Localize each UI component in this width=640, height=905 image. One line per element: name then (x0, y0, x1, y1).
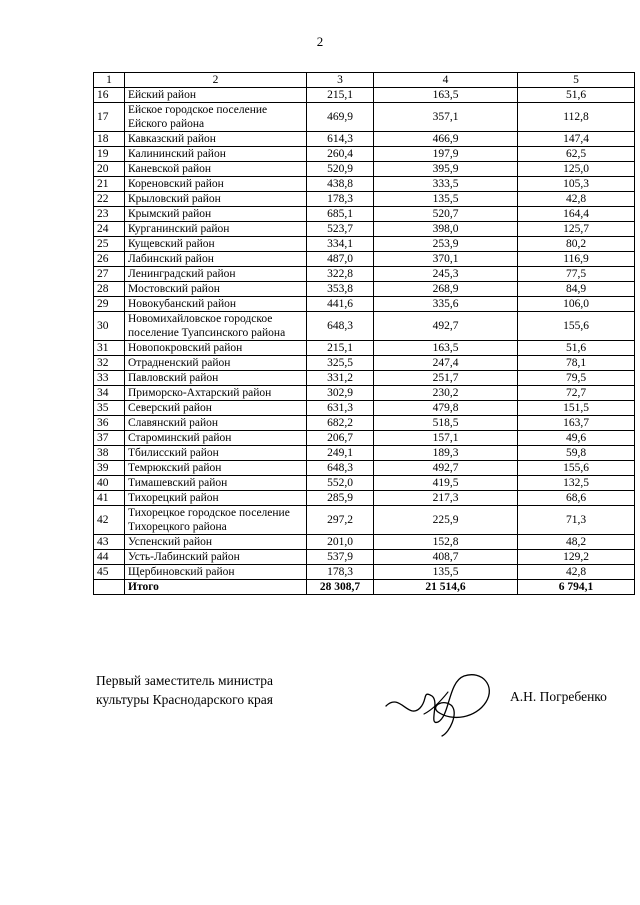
table-row (94, 341, 635, 356)
value-col-3: 685,1 (307, 207, 374, 222)
table-row (94, 132, 635, 147)
value-col-5: 84,9 (518, 282, 635, 297)
value-col-5: 51,6 (518, 88, 635, 103)
table-row (94, 371, 635, 386)
value-col-3: 331,2 (307, 371, 374, 386)
value-col-4: 163,5 (374, 88, 518, 103)
row-number: 42 (94, 506, 125, 535)
value-col-3: 215,1 (307, 341, 374, 356)
total-number (94, 580, 125, 595)
signatory-name: А.Н. Погребенко (510, 689, 607, 704)
row-number: 21 (94, 177, 125, 192)
value-col-3: 285,9 (307, 491, 374, 506)
district-name: Приморско-Ахтарский район (125, 386, 307, 401)
value-col-4: 225,9 (374, 506, 518, 535)
table-row (94, 88, 635, 103)
value-col-4: 398,0 (374, 222, 518, 237)
value-col-3: 648,3 (307, 312, 374, 341)
value-col-5: 72,7 (518, 386, 635, 401)
table-row (94, 312, 635, 341)
value-col-3: 325,5 (307, 356, 374, 371)
value-col-4: 197,9 (374, 147, 518, 162)
value-col-3: 334,1 (307, 237, 374, 252)
value-col-3: 487,0 (307, 252, 374, 267)
row-number: 18 (94, 132, 125, 147)
table-row (94, 535, 635, 550)
value-col-3: 206,7 (307, 431, 374, 446)
district-name: Темрюкский район (125, 461, 307, 476)
value-col-5: 112,8 (518, 103, 635, 132)
district-name: Северский район (125, 401, 307, 416)
value-col-5: 78,1 (518, 356, 635, 371)
signatory-title (96, 671, 273, 709)
budget-table (93, 72, 635, 595)
district-name: Тихорецкое городское поселение Тихорецкого района (125, 506, 307, 535)
district-name: Тимашевский район (125, 476, 307, 491)
district-name: Павловский район (125, 371, 307, 386)
table-row (94, 147, 635, 162)
value-col-3: 249,1 (307, 446, 374, 461)
district-name: Каневской район (125, 162, 307, 177)
value-col-4: 230,2 (374, 386, 518, 401)
table-row (94, 237, 635, 252)
row-number: 22 (94, 192, 125, 207)
table-row (94, 506, 635, 535)
row-number: 36 (94, 416, 125, 431)
value-col-4: 408,7 (374, 550, 518, 565)
district-name: Тбилисский район (125, 446, 307, 461)
value-col-3: 215,1 (307, 88, 374, 103)
value-col-4: 268,9 (374, 282, 518, 297)
value-col-5: 163,7 (518, 416, 635, 431)
district-name: Новомихайловское городское поселение Туапсинского района (125, 312, 307, 341)
value-col-5: 155,6 (518, 461, 635, 476)
total-col-3: 28 308,7 (307, 580, 374, 595)
row-number: 44 (94, 550, 125, 565)
row-number: 45 (94, 565, 125, 580)
value-col-4: 335,6 (374, 297, 518, 312)
row-number: 38 (94, 446, 125, 461)
value-col-5: 125,0 (518, 162, 635, 177)
header-col-1: 1 (94, 73, 125, 88)
row-number: 27 (94, 267, 125, 282)
value-col-5: 132,5 (518, 476, 635, 491)
value-col-5: 147,4 (518, 132, 635, 147)
value-col-4: 135,5 (374, 565, 518, 580)
district-name: Новопокровский район (125, 341, 307, 356)
district-name: Ейский район (125, 88, 307, 103)
value-col-5: 79,5 (518, 371, 635, 386)
row-number: 41 (94, 491, 125, 506)
row-number: 19 (94, 147, 125, 162)
value-col-5: 164,4 (518, 207, 635, 222)
signatory-title-line-2: культуры Краснодарского края (96, 692, 273, 707)
value-col-5: 49,6 (518, 431, 635, 446)
row-number: 30 (94, 312, 125, 341)
district-name: Староминский район (125, 431, 307, 446)
value-col-3: 469,9 (307, 103, 374, 132)
district-name: Кавказский район (125, 132, 307, 147)
value-col-4: 466,9 (374, 132, 518, 147)
district-name: Отрадненский район (125, 356, 307, 371)
total-row (94, 580, 635, 595)
table-row (94, 267, 635, 282)
value-col-4: 135,5 (374, 192, 518, 207)
value-col-4: 217,3 (374, 491, 518, 506)
district-name: Ейское городское поселение Ейского района (125, 103, 307, 132)
value-col-4: 251,7 (374, 371, 518, 386)
value-col-4: 492,7 (374, 461, 518, 476)
total-col-4: 21 514,6 (374, 580, 518, 595)
header-col-2: 2 (125, 73, 307, 88)
row-number: 32 (94, 356, 125, 371)
value-col-3: 322,8 (307, 267, 374, 282)
district-name: Ленинградский район (125, 267, 307, 282)
value-col-4: 419,5 (374, 476, 518, 491)
value-col-4: 520,7 (374, 207, 518, 222)
value-col-3: 520,9 (307, 162, 374, 177)
value-col-4: 247,4 (374, 356, 518, 371)
value-col-5: 105,3 (518, 177, 635, 192)
table-row (94, 177, 635, 192)
table-row (94, 297, 635, 312)
row-number: 26 (94, 252, 125, 267)
row-number: 31 (94, 341, 125, 356)
row-number: 25 (94, 237, 125, 252)
row-number: 16 (94, 88, 125, 103)
table-row (94, 416, 635, 431)
header-col-3: 3 (307, 73, 374, 88)
table-row (94, 386, 635, 401)
value-col-3: 552,0 (307, 476, 374, 491)
table-row (94, 356, 635, 371)
value-col-5: 106,0 (518, 297, 635, 312)
row-number: 43 (94, 535, 125, 550)
row-number: 37 (94, 431, 125, 446)
table-row (94, 446, 635, 461)
value-col-3: 297,2 (307, 506, 374, 535)
value-col-3: 631,3 (307, 401, 374, 416)
value-col-3: 614,3 (307, 132, 374, 147)
district-name: Калининский район (125, 147, 307, 162)
value-col-5: 80,2 (518, 237, 635, 252)
value-col-5: 51,6 (518, 341, 635, 356)
table-row (94, 222, 635, 237)
value-col-4: 333,5 (374, 177, 518, 192)
table-row (94, 207, 635, 222)
value-col-5: 129,2 (518, 550, 635, 565)
value-col-3: 441,6 (307, 297, 374, 312)
table-row (94, 565, 635, 580)
value-col-3: 201,0 (307, 535, 374, 550)
district-name: Тихорецкий район (125, 491, 307, 506)
table-row (94, 192, 635, 207)
value-col-4: 245,3 (374, 267, 518, 282)
row-number: 35 (94, 401, 125, 416)
table-row (94, 550, 635, 565)
value-col-4: 518,5 (374, 416, 518, 431)
district-name: Усть-Лабинский район (125, 550, 307, 565)
value-col-4: 479,8 (374, 401, 518, 416)
table-row (94, 476, 635, 491)
value-col-4: 492,7 (374, 312, 518, 341)
value-col-3: 178,3 (307, 192, 374, 207)
district-name: Новокубанский район (125, 297, 307, 312)
value-col-5: 155,6 (518, 312, 635, 341)
signatory-title-line-1: Первый заместитель министра (96, 673, 274, 688)
value-col-4: 357,1 (374, 103, 518, 132)
header-col-5: 5 (518, 73, 635, 88)
district-name: Лабинский район (125, 252, 307, 267)
table-row (94, 282, 635, 297)
total-col-5: 6 794,1 (518, 580, 635, 595)
table-row (94, 461, 635, 476)
header-col-4: 4 (374, 73, 518, 88)
value-col-5: 151,5 (518, 401, 635, 416)
table-body (94, 73, 635, 595)
district-name: Успенский район (125, 535, 307, 550)
table-row (94, 103, 635, 132)
district-name: Мостовский район (125, 282, 307, 297)
row-number: 40 (94, 476, 125, 491)
total-label: Итого (125, 580, 307, 595)
table-row (94, 431, 635, 446)
value-col-5: 62,5 (518, 147, 635, 162)
table-header-row (94, 73, 635, 88)
value-col-5: 59,8 (518, 446, 635, 461)
value-col-5: 42,8 (518, 192, 635, 207)
value-col-3: 438,8 (307, 177, 374, 192)
value-col-4: 253,9 (374, 237, 518, 252)
district-name: Славянский район (125, 416, 307, 431)
value-col-4: 189,3 (374, 446, 518, 461)
row-number: 29 (94, 297, 125, 312)
page-number: 2 (316, 34, 324, 49)
handwritten-signature (378, 662, 508, 742)
district-name: Крымский район (125, 207, 307, 222)
row-number: 28 (94, 282, 125, 297)
value-col-5: 48,2 (518, 535, 635, 550)
district-name: Кореновский район (125, 177, 307, 192)
value-col-3: 648,3 (307, 461, 374, 476)
row-number: 33 (94, 371, 125, 386)
value-col-5: 125,7 (518, 222, 635, 237)
district-name: Кущевский район (125, 237, 307, 252)
value-col-4: 395,9 (374, 162, 518, 177)
table-row (94, 252, 635, 267)
table-row (94, 162, 635, 177)
row-number: 39 (94, 461, 125, 476)
value-col-5: 116,9 (518, 252, 635, 267)
district-name: Крыловский район (125, 192, 307, 207)
value-col-5: 71,3 (518, 506, 635, 535)
value-col-4: 157,1 (374, 431, 518, 446)
value-col-5: 42,8 (518, 565, 635, 580)
table-row (94, 491, 635, 506)
row-number: 24 (94, 222, 125, 237)
value-col-4: 163,5 (374, 341, 518, 356)
value-col-5: 68,6 (518, 491, 635, 506)
row-number: 20 (94, 162, 125, 177)
value-col-5: 77,5 (518, 267, 635, 282)
value-col-3: 178,3 (307, 565, 374, 580)
row-number: 17 (94, 103, 125, 132)
value-col-3: 260,4 (307, 147, 374, 162)
row-number: 34 (94, 386, 125, 401)
value-col-3: 523,7 (307, 222, 374, 237)
table-row (94, 401, 635, 416)
value-col-4: 152,8 (374, 535, 518, 550)
value-col-4: 370,1 (374, 252, 518, 267)
district-name: Курганинский район (125, 222, 307, 237)
value-col-3: 682,2 (307, 416, 374, 431)
row-number: 23 (94, 207, 125, 222)
value-col-3: 537,9 (307, 550, 374, 565)
district-name: Щербиновский район (125, 565, 307, 580)
value-col-3: 353,8 (307, 282, 374, 297)
value-col-3: 302,9 (307, 386, 374, 401)
